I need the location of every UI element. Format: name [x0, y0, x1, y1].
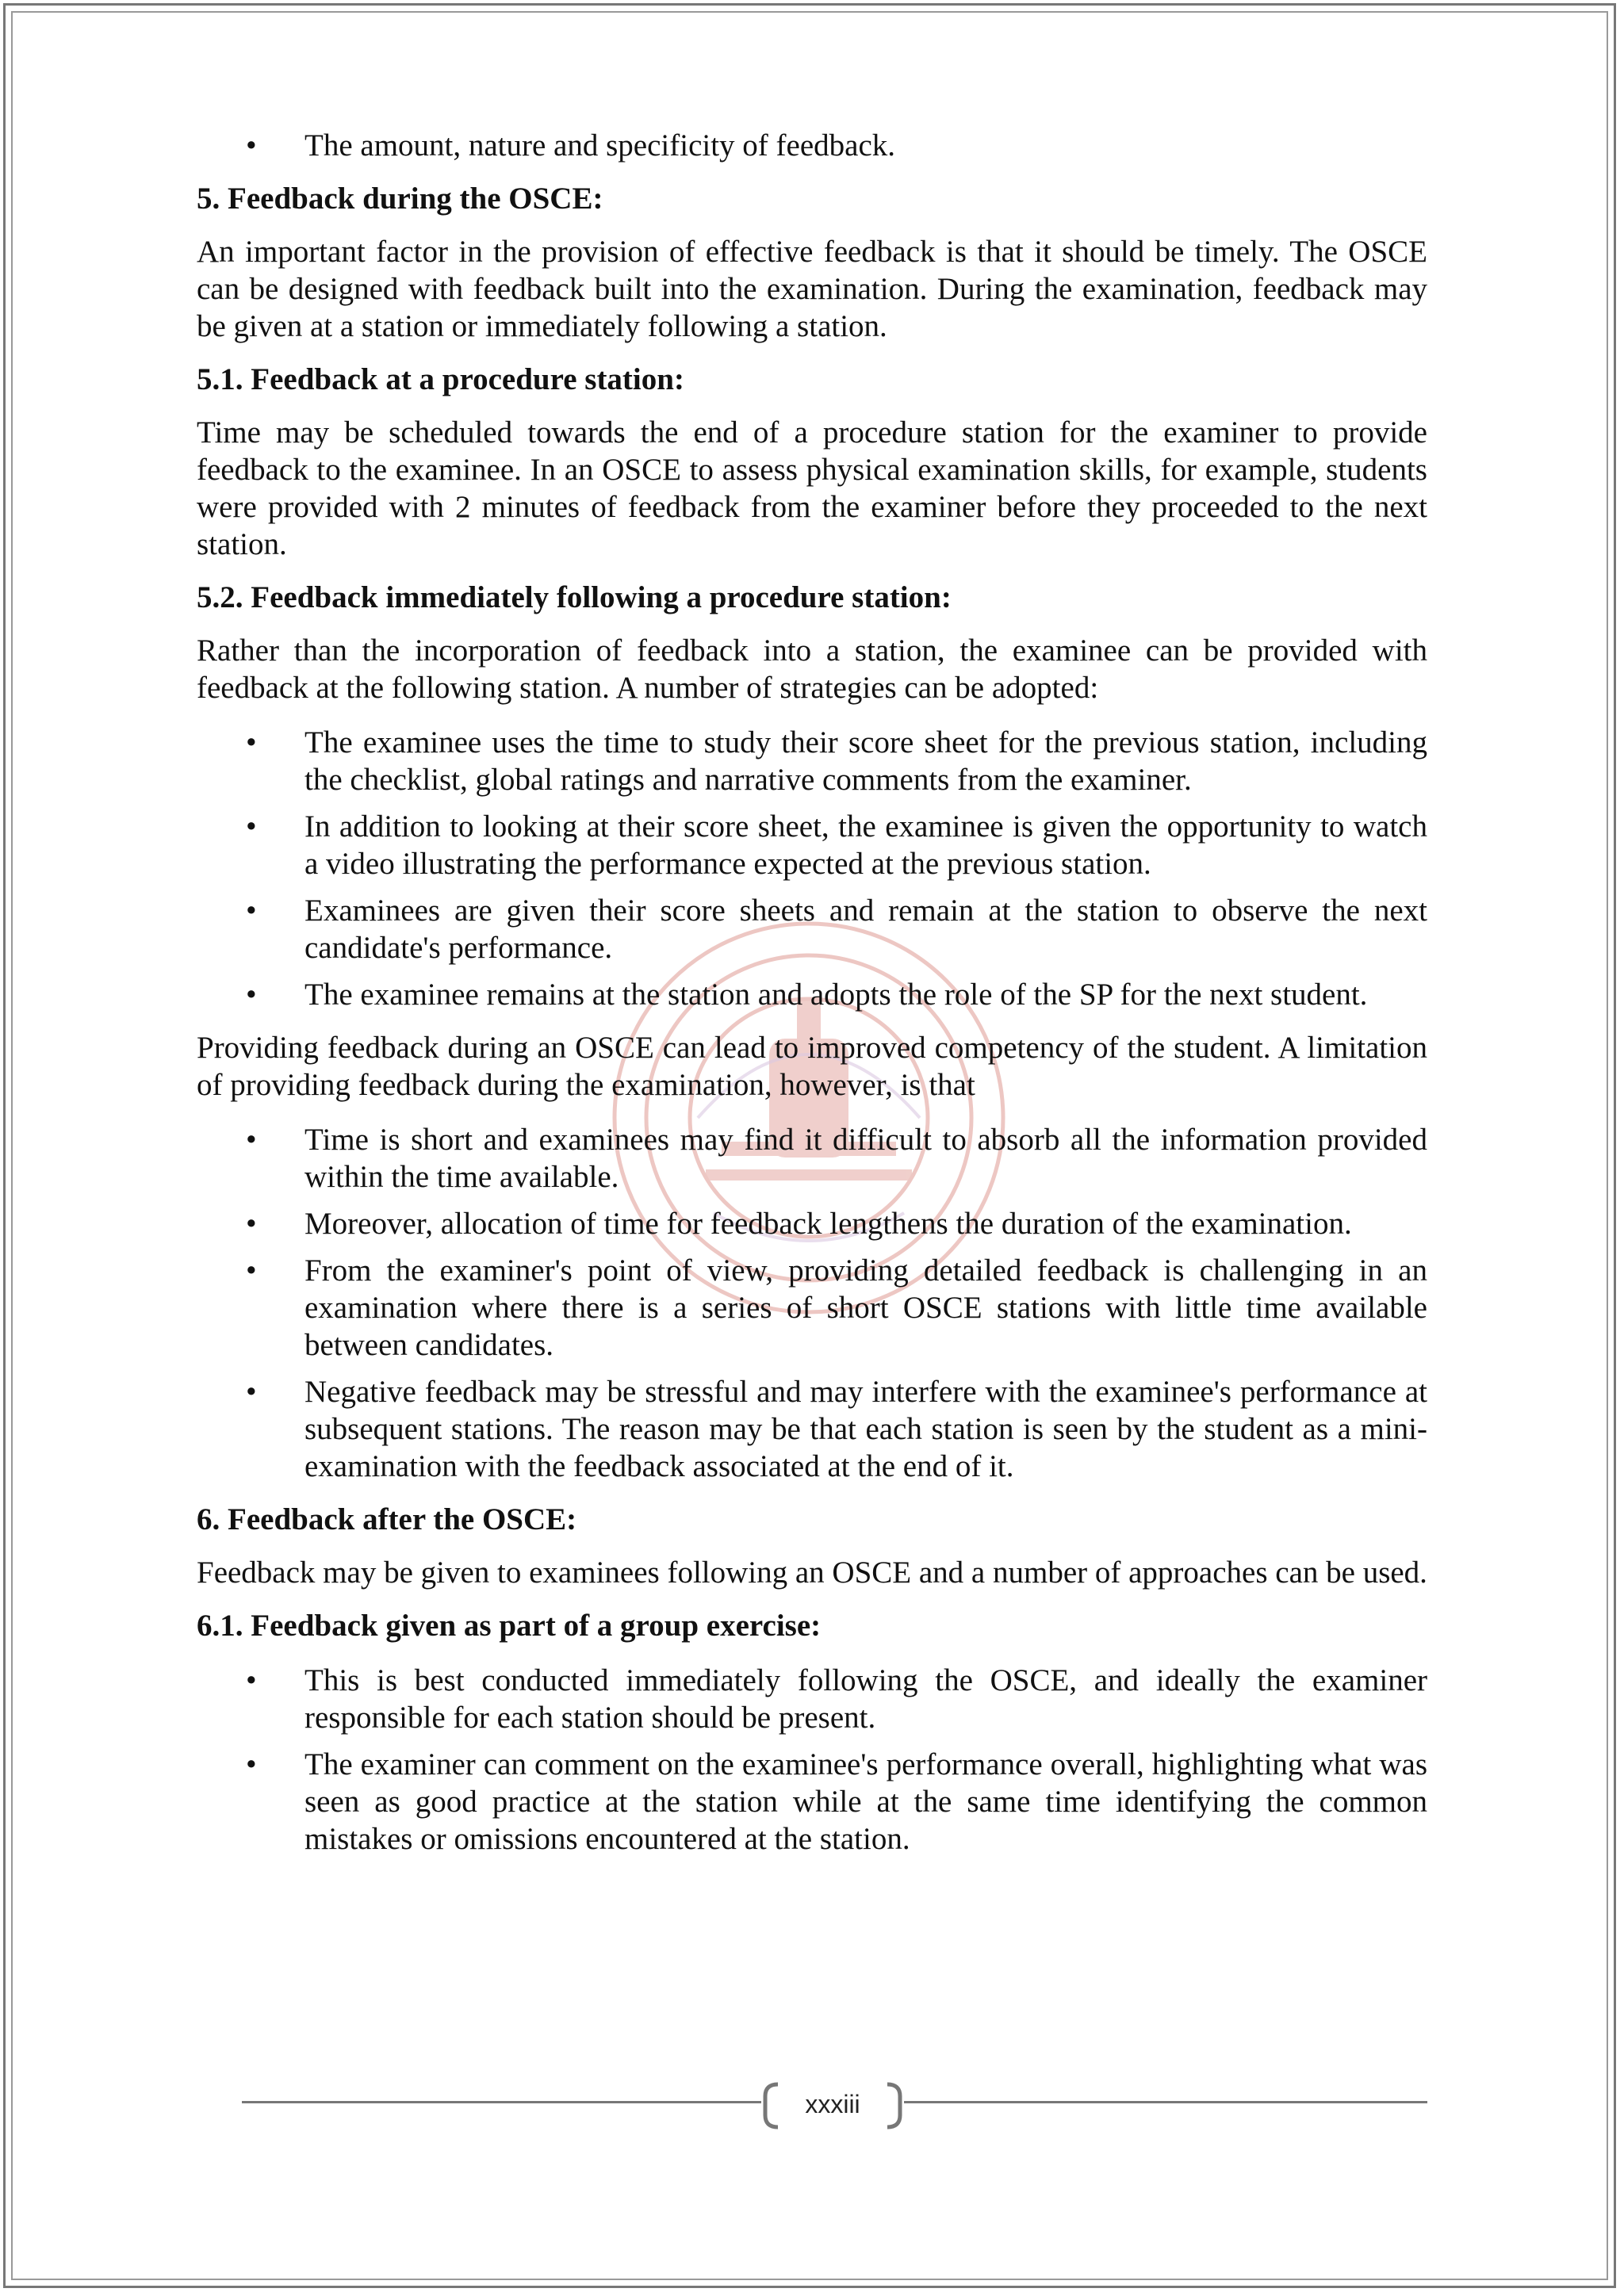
- bullet-list: [197, 1121, 1427, 1485]
- bullet-icon: •: [246, 1253, 257, 1288]
- body-paragraph: An important factor in the provision of effective feedback is that it should be timely. The OSCE can be designed with feedback built into the examination. During the examination, feedback may be given at a station or immediately following a station.: [197, 235, 1427, 343]
- list-item: [197, 724, 1427, 798]
- body-paragraph: Rather than the incorporation of feedback into a station, the examinee can be provided with feedback at the following station. A number of strategies can be adopted:: [197, 633, 1427, 705]
- section-heading: 6. Feedback after the OSCE:: [197, 1502, 577, 1536]
- list-item: [197, 892, 1427, 966]
- body-paragraph: Feedback may be given to examinees following an OSCE and a number of approaches can be used.: [197, 1556, 1427, 1590]
- bullet-list: [197, 127, 1427, 164]
- section-heading: 5.1. Feedback at a procedure station:: [197, 362, 684, 396]
- list-item-text: Time is short and examinees may find it difficult to absorb all the information provided within the time available.: [304, 1123, 1427, 1194]
- body-paragraph: Time may be scheduled towards the end of a procedure station for the examiner to provide feedback to the examinee. In an OSCE to assess physical examination skills, for example, students were provided with 2 minutes of feedback from the examiner before they proceeded to the next station.: [197, 415, 1427, 561]
- section-heading: 5.2. Feedback immediately following a procedure station:: [197, 580, 952, 614]
- bullet-icon: •: [246, 128, 257, 163]
- bullet-icon: •: [246, 978, 257, 1012]
- list-item-text: Moreover, allocation of time for feedback lengthens the duration of the examination.: [304, 1207, 1352, 1241]
- body-paragraph: Providing feedback during an OSCE can lead to improved competency of the student. A limitation of providing feedback during the examination, however, is that: [197, 1031, 1427, 1102]
- bullet-icon: •: [246, 1123, 257, 1157]
- list-item: [197, 127, 1427, 164]
- bullet-icon: •: [246, 809, 257, 844]
- list-item: [197, 1746, 1427, 1858]
- footer-rule-right: [904, 2101, 1427, 2103]
- bullet-icon: •: [246, 1663, 257, 1697]
- document-body: [197, 127, 1427, 1858]
- bullet-icon: •: [246, 1207, 257, 1241]
- list-item: [197, 1373, 1427, 1485]
- list-item: [197, 1121, 1427, 1196]
- bullet-icon: •: [246, 1375, 257, 1409]
- list-item-text: The examiner can comment on the examinee's performance overall, highlighting what was seen as good practice at the station while at the same time identifying the common mistakes or omissions encountered at the station.: [304, 1747, 1427, 1856]
- bullet-list: [197, 1662, 1427, 1858]
- list-item: [197, 808, 1427, 882]
- bullet-icon: •: [246, 1747, 257, 1781]
- list-item-text: From the examiner's point of view, providing detailed feedback is challenging in an examination where there is a series of short OSCE stations with little time available between candidates.: [304, 1253, 1427, 1362]
- list-item: [197, 1252, 1427, 1364]
- right-brace-icon: [884, 2082, 908, 2130]
- list-item-text: In addition to looking at their score sheet, the examinee is given the opportunity to watch a video illustrating the performance expected at the previous station.: [304, 809, 1427, 881]
- list-item-text: The examinee uses the time to study their score sheet for the previous station, including the checklist, global ratings and narrative comments from the examiner.: [304, 725, 1427, 797]
- section-heading: 6.1. Feedback given as part of a group exercise:: [197, 1609, 822, 1643]
- bullet-icon: •: [246, 725, 257, 760]
- list-item: [197, 1205, 1427, 1242]
- list-item-text: The amount, nature and specificity of feedback.: [304, 128, 896, 163]
- footer-rule-left: [242, 2101, 761, 2103]
- list-item-text: This is best conducted immediately following the OSCE, and ideally the examiner responsible for each station should be present.: [304, 1663, 1427, 1735]
- list-item: [197, 976, 1427, 1013]
- list-item-text: Negative feedback may be stressful and may interfere with the examinee's performance at subsequent stations. The reason may be that each station is seen by the student as a mini-examination with the feedback associated at the end of it.: [304, 1375, 1427, 1483]
- list-item: [197, 1662, 1427, 1736]
- list-item-text: The examinee remains at the station and adopts the role of the SP for the next student.: [304, 978, 1368, 1012]
- page-footer: [242, 2082, 1427, 2145]
- section-heading: 5. Feedback during the OSCE:: [197, 182, 603, 216]
- bullet-list: [197, 724, 1427, 1013]
- list-item-text: Examinees are given their score sheets and remain at the station to observe the next candidate's performance.: [304, 894, 1427, 965]
- page-number: xxxiii: [805, 2090, 860, 2118]
- bullet-icon: •: [246, 894, 257, 928]
